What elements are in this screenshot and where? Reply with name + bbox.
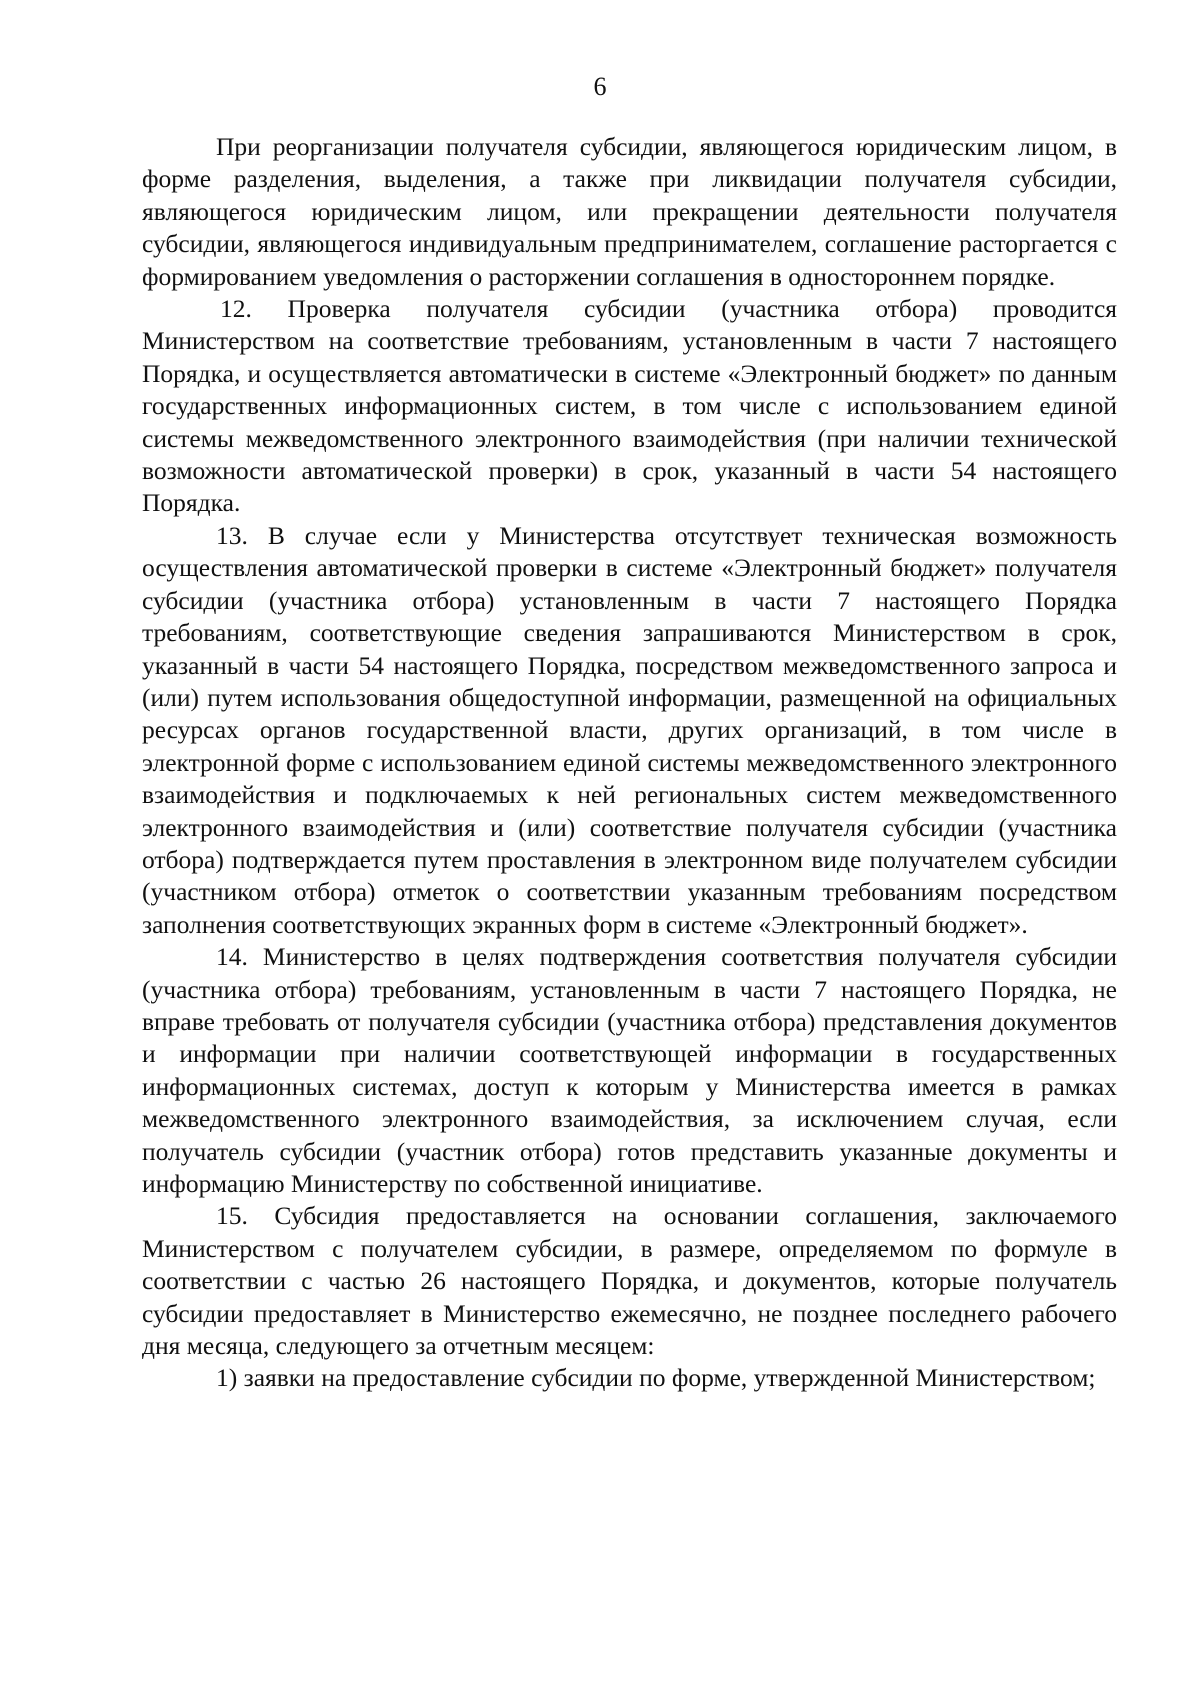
paragraph-subitem-1: 1) заявки на предоставление субсидии по форме, утвержденной Министерством; <box>216 1363 1096 1393</box>
paragraph-item-15: 15. Субсидия предоставляется на основании соглашения, заключаемого Министерством с получателем субсидии, в размере, определяемом по формуле в соответствии с частью 26 настоящего Порядка, и документов, которые получатель субсидии предоставляет в Министерство ежемесячно, не позднее последнего рабочего дня месяца, следующего за отчетным месяцем: <box>142 1201 1117 1361</box>
page-number: 6 <box>593 72 607 101</box>
paragraph-reorganization: При реорганизации получателя субсидии, являющегося юридическим лицом, в форме разделения, выделения, а также при ликвидации получателя субсидии, являющегося юридическим лицом, или прекращении деятельности получателя субсидии, являющегося индивидуальным предпринимателем, соглашение расторгается с формированием уведомления о расторжении соглашения в одностороннем порядке. <box>142 132 1117 291</box>
paragraph-item-13: 13. В случае если у Министерства отсутствует техническая возможность осуществления автоматической проверки в системе «Электронный бюджет» получателя субсидии (участника отбора) установленным в части 7 настоящего Порядка требованиям, соответствующие сведения запрашиваются Министерством в срок, указанный в части 54 настоящего Порядка, посредством межведомственного запроса и (или) путем использования общедоступной информации, размещенной на официальных ресурсах органов государственной власти, других организаций, в том числе в электронной форме с использованием единой системы межведомственного электронного взаимодействия и подключаемых к ней региональных систем межведомственного электронного взаимодействия и (или) соответствие получателя субсидии (участника отбора) подтверждается путем проставления в электронном виде получателем субсидии (участником отбора) отметок о соответствии указанным требованиям посредством заполнения соответствующих экранных форм в системе «Электронный бюджет». <box>142 520 1117 939</box>
document-body <box>142 131 1117 1395</box>
paragraph-item-12: 12. Проверка получателя субсидии (участника отбора) проводится Министерством на соответствие требованиям, установленным в части 7 настоящего Порядка, и осуществляется автоматически в системе «Электронный бюджет» по данным государственных информационных систем, в том числе с использованием единой системы межведомственного электронного взаимодействия (при наличии технической возможности автоматической проверки) в срок, указанный в части 54 настоящего Порядка. <box>142 294 1117 518</box>
paragraph-item-14: 14. Министерство в целях подтверждения соответствия получателя субсидии (участника отбора) требованиям, установленным в части 7 настоящего Порядка, не вправе требовать от получателя субсидии (участника отбора) представления документов и информации при наличии соответствующей информации в государственных информационных системах, доступ к которым у Министерства имеется в рамках межведомственного электронного взаимодействия, за исключением случая, если получатель субсидии (участник отбора) готов представить указанные документы и информацию Министерству по собственной инициативе. <box>142 942 1117 1198</box>
